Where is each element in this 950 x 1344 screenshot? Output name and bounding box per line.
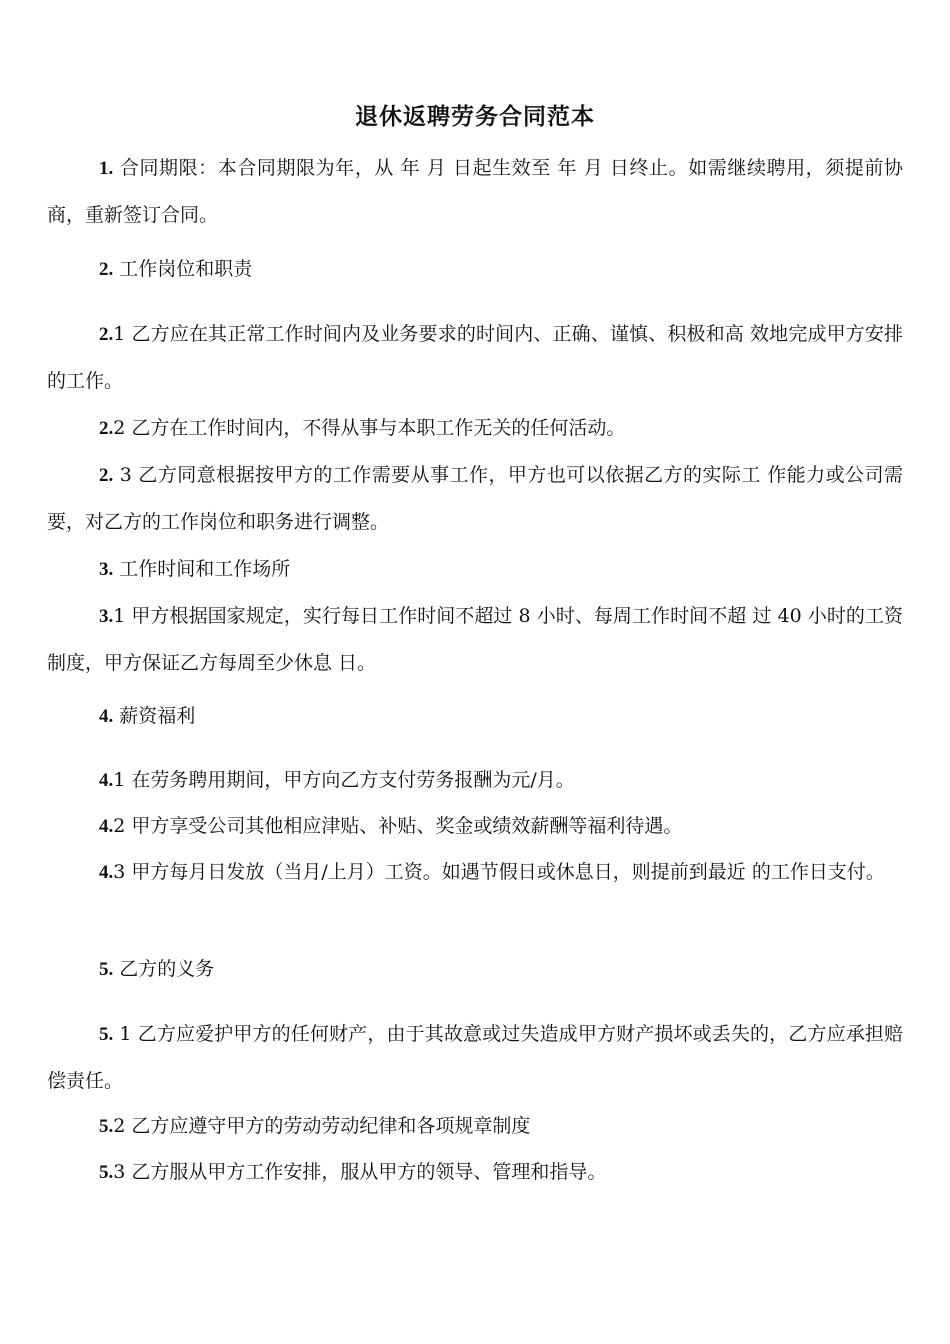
paragraph-text: 2 乙方应遵守甲方的劳动劳动纪律和各项规章制度 bbox=[113, 1115, 531, 1137]
paragraph-number: 2. bbox=[99, 324, 114, 345]
paragraph-text: 2 甲方享受公司其他相应津贴、补贴、奖金或绩效薪酬等福利待遇。 bbox=[113, 815, 683, 837]
paragraph-number: 2. bbox=[99, 418, 114, 439]
paragraph-3-1 bbox=[47, 593, 903, 687]
paragraph-text: 工作岗位和职责 bbox=[113, 258, 253, 280]
paragraph-text: 2 乙方在工作时间内，不得从事与本职工作无关的任何活动。 bbox=[113, 417, 626, 439]
paragraph-text: 1 在劳务聘用期间，甲方向乙方支付劳务报酬为元/月。 bbox=[113, 769, 575, 791]
paragraph-text: 工作时间和工作场所 bbox=[113, 558, 291, 580]
paragraph-4-3 bbox=[47, 849, 903, 896]
paragraph-5-1 bbox=[47, 1011, 903, 1105]
paragraph-number: 2. bbox=[99, 465, 114, 486]
paragraph-2-2 bbox=[47, 405, 903, 452]
paragraph-number: 1. bbox=[99, 158, 114, 179]
paragraph-number: 4. bbox=[99, 770, 114, 791]
paragraph-number: 5. bbox=[99, 1162, 114, 1183]
paragraph-text: 薪资福利 bbox=[113, 705, 196, 727]
paragraph-number: 3. bbox=[99, 606, 114, 627]
paragraph-5-3 bbox=[47, 1149, 903, 1196]
paragraph-3 bbox=[47, 546, 903, 593]
paragraph-text: 3 乙方同意根据按甲方的工作需要从事工作，甲方也可以依据乙方的实际工 作能力或公司需要，对乙方的工作岗位和职务进行调整。 bbox=[47, 464, 903, 533]
paragraph-4 bbox=[47, 693, 903, 740]
paragraph-text: 3 乙方服从甲方工作安排，服从甲方的领导、管理和指导。 bbox=[113, 1161, 607, 1183]
paragraph-1 bbox=[47, 145, 903, 239]
paragraph-5-2 bbox=[47, 1103, 903, 1150]
paragraph-text: 1 甲方根据国家规定，实行每日工作时间不超过 8 小时、每周工作时间不超 过 40 小时的工资制度，甲方保证乙方每周至少休息 日。 bbox=[47, 605, 903, 674]
paragraph-text: 1 乙方应在其正常工作时间内及业务要求的时间内、正确、谨慎、积极和高 效地完成甲方安排的工作。 bbox=[47, 323, 903, 392]
paragraph-number: 2. bbox=[99, 259, 114, 280]
paragraph-number: 4. bbox=[99, 706, 114, 727]
paragraph-4-2 bbox=[47, 803, 903, 850]
paragraph-number: 4. bbox=[99, 816, 114, 837]
paragraph-4-1 bbox=[47, 757, 903, 804]
paragraph-text: 乙方的义务 bbox=[113, 958, 215, 980]
paragraph-text: 1 乙方应爱护甲方的任何财产，由于其故意或过失造成甲方财产损坏或丢失的，乙方应承担赔偿责任。 bbox=[47, 1023, 903, 1092]
paragraph-text: 合同期限：本合同期限为年，从 年 月 日起生效至 年 月 日终止。如需继续聘用，须提前协商，重新签订合同。 bbox=[47, 157, 903, 226]
paragraph-2-1 bbox=[47, 311, 903, 405]
paragraph-5 bbox=[47, 946, 903, 993]
paragraph-number: 5. bbox=[99, 1024, 114, 1045]
paragraph-number: 5. bbox=[99, 959, 114, 980]
paragraph-number: 5. bbox=[99, 1116, 114, 1137]
paragraph-2 bbox=[47, 246, 903, 293]
paragraph-text: 3 甲方每月日发放（当月/上月）工资。如遇节假日或休息日，则提前到最近 的工作日支付。 bbox=[113, 861, 885, 883]
document-title: 退休返聘劳务合同范本 bbox=[355, 103, 595, 130]
paragraph-number: 4. bbox=[99, 862, 114, 883]
paragraph-number: 3. bbox=[99, 559, 114, 580]
paragraph-2-3 bbox=[47, 452, 903, 546]
